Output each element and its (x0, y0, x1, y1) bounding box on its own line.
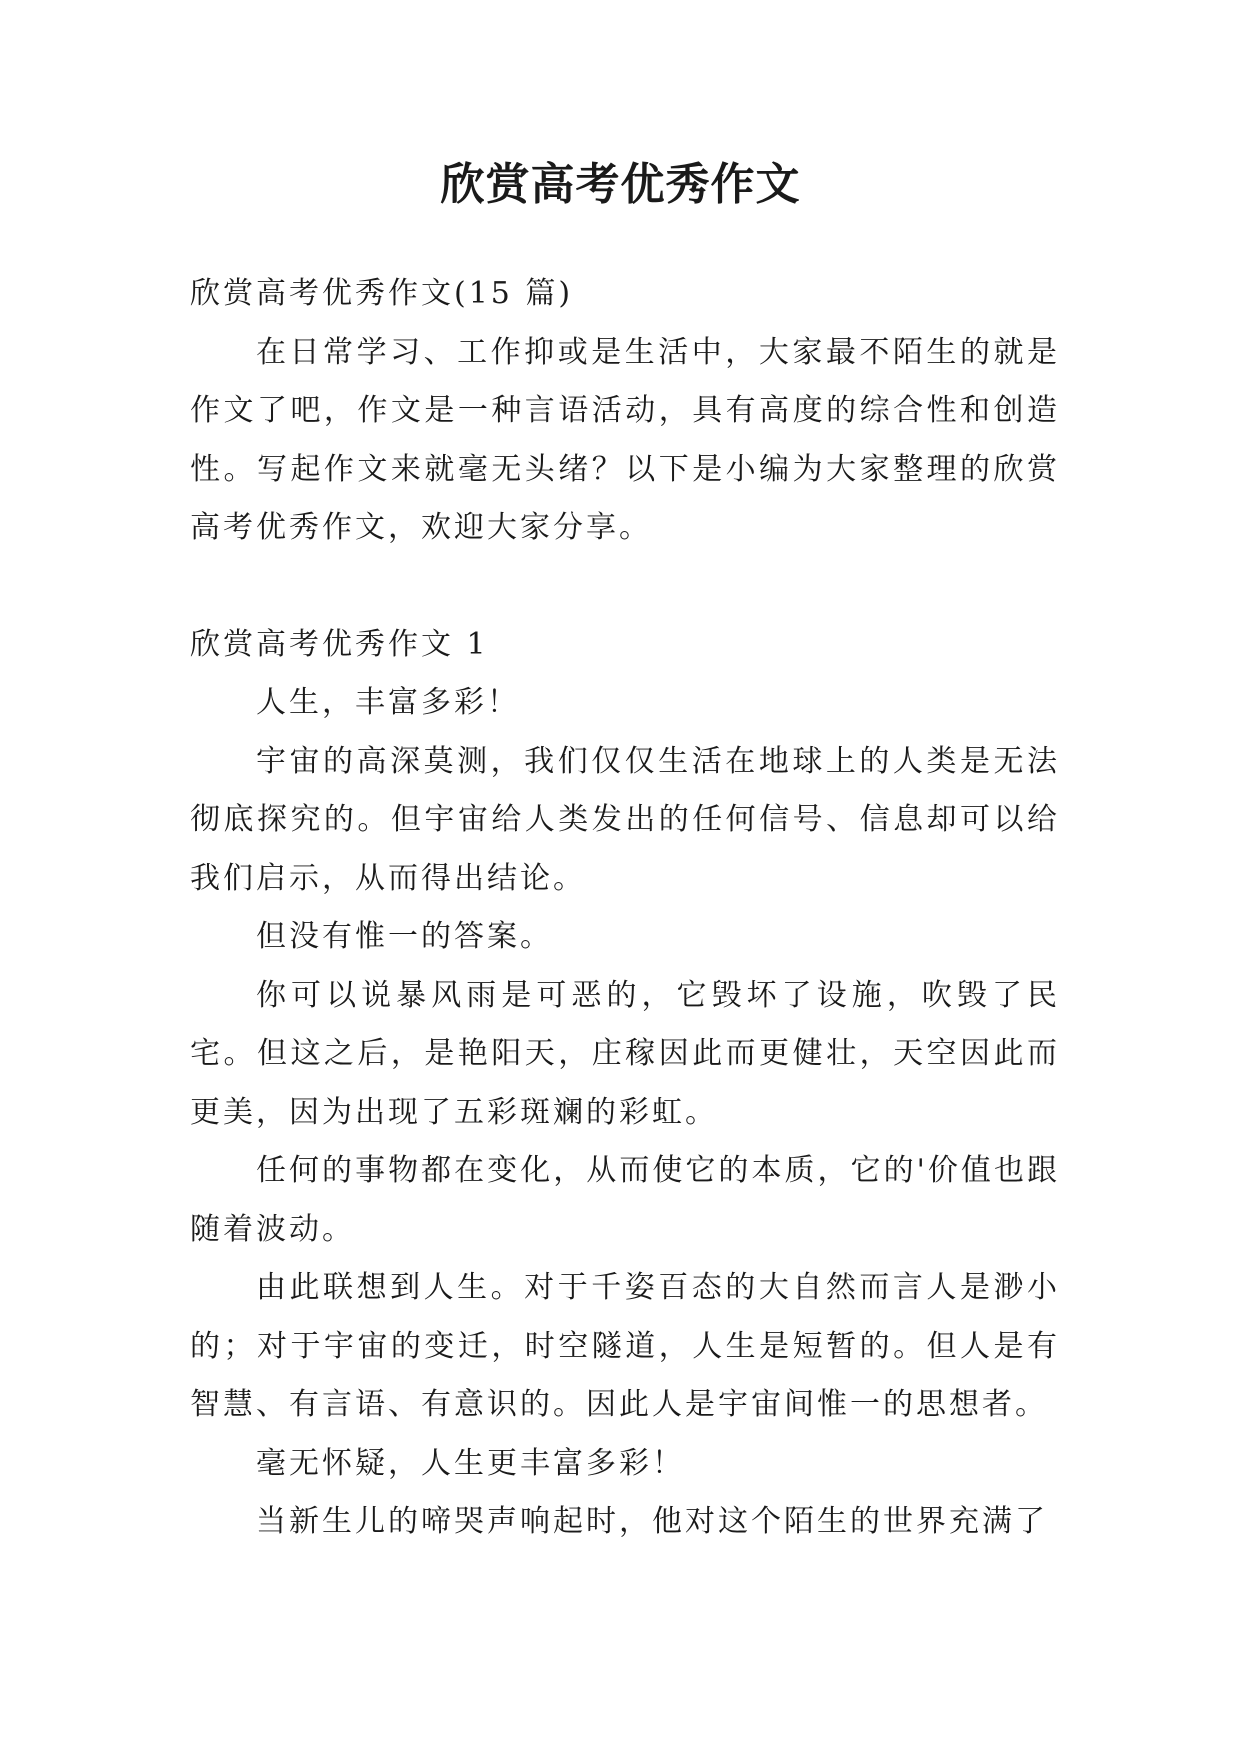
essay-paragraph: 毫无怀疑，人生更丰富多彩！ (256, 1445, 685, 1481)
document-title: 欣赏高考优秀作文 (440, 159, 801, 210)
essay-paragraph: 由此联想到人生。对于千姿百态的大自然而言人是渺小的；对于宇宙的变迁，时空隧道，人生是短暂的。但人是有智慧、有言语、有意识的。因此人是宇宙间惟一的思想者。 (190, 1270, 1060, 1422)
essay-paragraph: 人生，丰富多彩！ (256, 685, 520, 720)
document-body (190, 265, 1060, 1552)
essay-paragraph: 宇宙的高深莫测，我们仅仅生活在地球上的人类是无法彻底探究的。但宇宙给人类发出的任何信号、信息却可以给我们启示，从而得出结论。 (190, 743, 1060, 896)
section-heading: 欣赏高考优秀作文 1 (190, 626, 489, 662)
essay-paragraph: 当新生儿的啼哭声响起时，他对这个陌生的世界充满了 (256, 1504, 1048, 1539)
section-spacer (190, 558, 1060, 616)
intro-paragraph: 在日常学习、工作抑或是生活中，大家最不陌生的就是作文了吧，作文是一种言语活动，具有高度的综合性和创造性。写起作文来就毫无头绪？以下是小编为大家整理的欣赏高考优秀作文，欢迎大家分享。 (190, 334, 1060, 545)
essay-paragraph: 任何的事物都在变化，从而使它的本质，它的'价值也跟随着波动。 (190, 1153, 1060, 1247)
document-subtitle: 欣赏高考优秀作文(15 篇) (190, 276, 574, 311)
essay-paragraph: 但没有惟一的答案。 (256, 919, 553, 954)
essay-paragraph: 你可以说暴风雨是可恶的，它毁坏了设施，吹毁了民宅。但这之后，是艳阳天，庄稼因此而更健壮，天空因此而更美，因为出现了五彩斑斓的彩虹。 (190, 977, 1060, 1130)
